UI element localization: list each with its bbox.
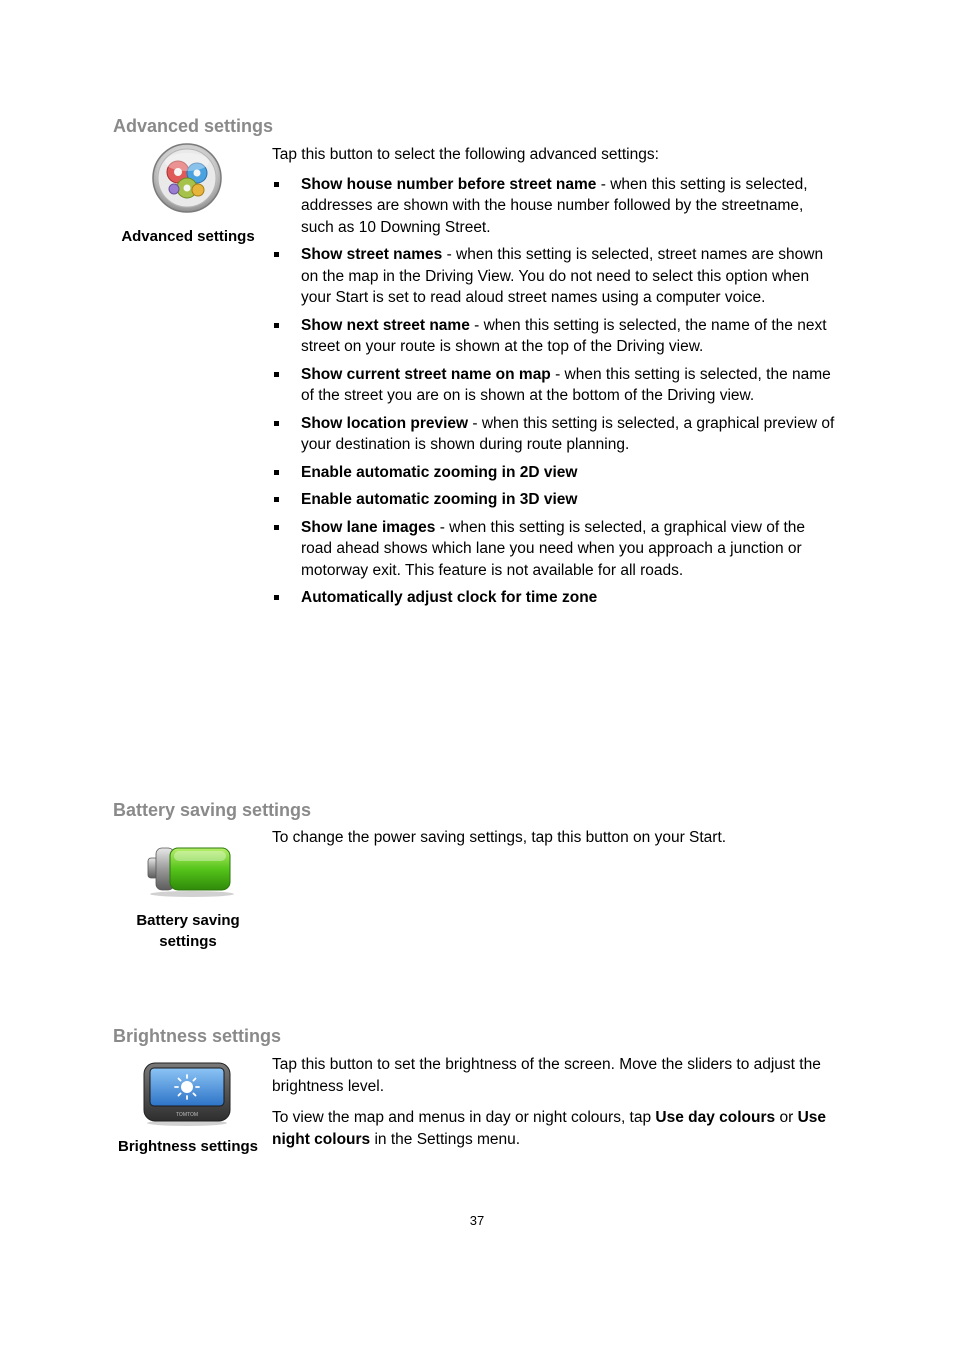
advanced-setting-name: Show location preview	[301, 414, 469, 432]
advanced-setting-name: Show house number before street name	[301, 175, 597, 193]
battery-settings-heading: Battery saving settings	[113, 800, 312, 820]
brightness-body-2	[272, 1107, 837, 1150]
advanced-setting-name: Show next street name	[301, 316, 470, 334]
battery-caption-line2: settings	[159, 933, 217, 950]
brightness-settings-body	[272, 1054, 837, 1160]
advanced-setting-item	[272, 244, 837, 309]
brightness-device-icon	[141, 1061, 233, 1127]
advanced-setting-name: Automatically adjust clock for time zone	[301, 589, 598, 606]
brightness-settings-heading: Brightness settings	[113, 1026, 282, 1046]
battery-icon	[144, 843, 236, 899]
advanced-setting-name: Show lane images	[301, 518, 436, 536]
advanced-settings-body	[272, 144, 837, 615]
device-brand-label: TOMTOM	[175, 1112, 199, 1118]
advanced-setting-item	[272, 364, 837, 407]
use-day-colours-label: Use day colours	[655, 1109, 776, 1126]
brightness-settings-caption: Brightness settings	[117, 1138, 259, 1155]
battery-caption-line1: Battery saving	[136, 912, 240, 929]
brightness-body-2-pre: To view the map and menus in day or night colours, tap	[272, 1109, 656, 1126]
advanced-setting-item	[272, 174, 837, 239]
advanced-setting-description: - when this setting is selected, the name of the next street on your route is shown at the top of the Driving view.	[301, 316, 827, 355]
advanced-setting-item	[272, 517, 837, 582]
advanced-setting-name: Enable automatic zooming in 2D view	[301, 463, 578, 481]
gears-icon	[151, 142, 223, 214]
advanced-settings-caption: Advanced settings	[121, 228, 255, 245]
advanced-setting-item	[272, 489, 837, 511]
advanced-setting-name: Enable automatic zooming in 3D view	[301, 491, 578, 508]
advanced-setting-description: - when this setting is selected, addresses are shown with the house number followed by the streetname, such as 10 Downing Street.	[301, 175, 808, 236]
brightness-body-2-mid: or	[775, 1109, 798, 1126]
advanced-settings-heading: Advanced settings	[113, 116, 274, 136]
battery-saving-button[interactable]	[144, 843, 236, 899]
advanced-setting-description: - when this setting is selected, street names are shown on the map in the Driving View. You do not need to select this option when your Start is set to read aloud street names using a computer voice.	[301, 246, 824, 306]
advanced-setting-description: - when this setting is selected, a graphical preview of your destination is shown during route planning.	[301, 414, 835, 453]
brightness-settings-button[interactable]	[141, 1061, 233, 1127]
advanced-setting-name: Show current street name on map	[301, 365, 551, 383]
brightness-body-2-post: in the Settings menu.	[370, 1130, 521, 1148]
use-night-colours-label: Use night colours	[272, 1109, 826, 1148]
battery-settings-caption	[108, 910, 268, 952]
advanced-setting-description: - when this setting is selected, a graphical view of the road ahead shows which lane you need when you approach a junction or motorway exit. This feature is not available for all roads.	[301, 518, 805, 579]
advanced-setting-item	[272, 413, 837, 456]
battery-settings-body	[272, 827, 837, 859]
battery-body-text: To change the power saving settings, tap this button on your Start.	[272, 829, 727, 846]
advanced-setting-description: - when this setting is selected, the name of the street you are on is shown at the bottom of the Driving view.	[301, 365, 831, 404]
advanced-setting-item	[272, 462, 837, 484]
advanced-setting-item	[272, 315, 837, 358]
page-number: 37	[469, 1213, 485, 1228]
sun-icon	[175, 1075, 199, 1099]
advanced-setting-item	[272, 587, 837, 609]
advanced-setting-name: Show street names	[301, 246, 443, 263]
advanced-intro: Tap this button to select the following advanced settings:	[272, 146, 659, 163]
advanced-settings-button[interactable]	[151, 142, 223, 214]
advanced-settings-list	[272, 174, 837, 609]
brightness-body-1: Tap this button to set the brightness of the screen. Move the sliders to adjust the brightness level.	[272, 1056, 821, 1095]
